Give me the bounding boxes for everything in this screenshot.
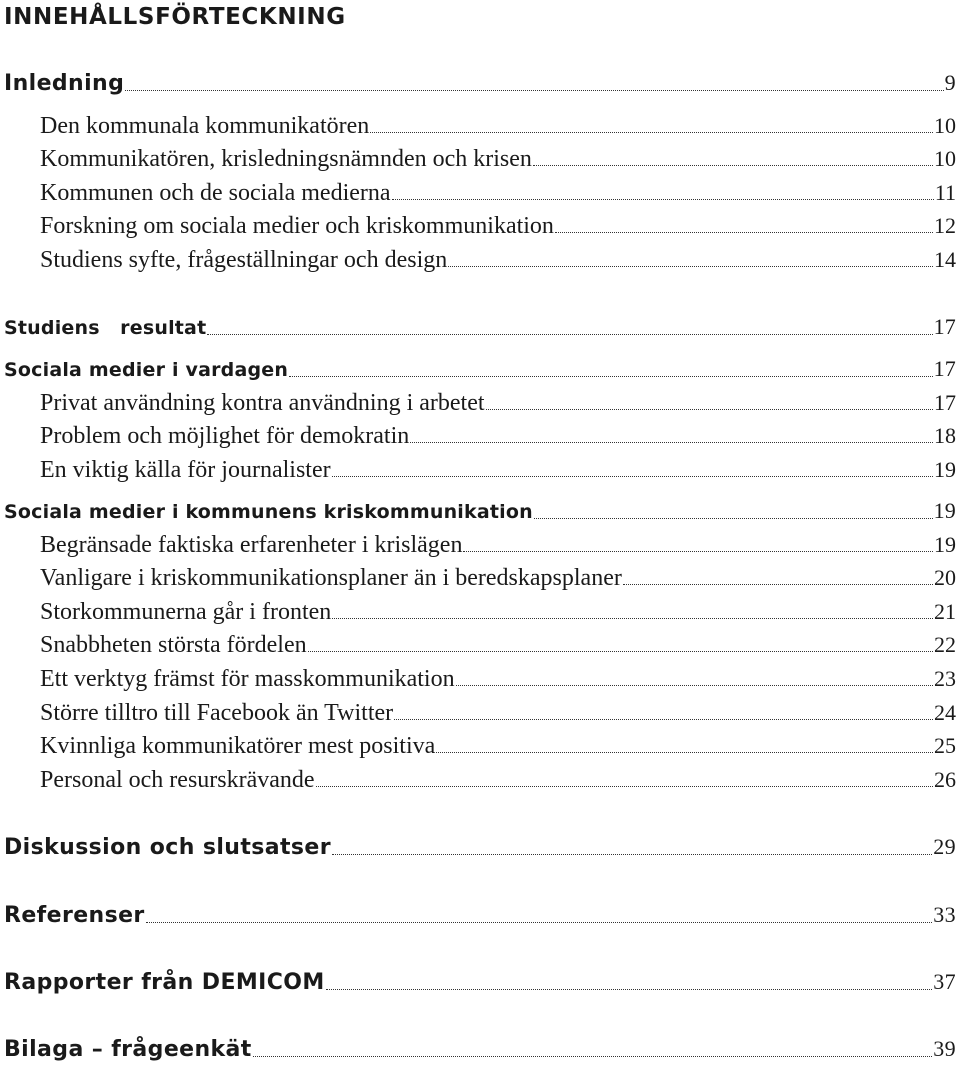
dot-leader [392, 178, 934, 208]
toc-entry-page: 19 [933, 498, 956, 523]
toc-entry-section[interactable] [4, 354, 956, 385]
dot-leader [332, 597, 933, 627]
toc-entry-label: Snabbheten största fördelen [40, 632, 307, 658]
toc-entry[interactable] [40, 765, 956, 795]
toc-entry-referenser[interactable] [4, 900, 956, 931]
toc-entry-page: 29 [933, 834, 956, 859]
toc-entry[interactable] [40, 731, 956, 761]
toc-entry-page: 10 [934, 113, 956, 138]
toc-entry-page: 22 [934, 632, 956, 657]
toc-entry[interactable] [40, 178, 956, 208]
toc-entry-page: 14 [934, 247, 956, 272]
dot-leader [456, 664, 933, 694]
toc-entry-page: 39 [933, 1036, 956, 1061]
dot-leader [207, 312, 932, 343]
toc-entry-label: Större tilltro till Facebook än Twitter [40, 700, 394, 726]
toc-entry-label: Personal och resurskrävande [40, 767, 315, 793]
toc-entry[interactable] [40, 111, 956, 141]
dot-leader [463, 530, 933, 560]
toc-entry-label: Referenser [4, 903, 145, 928]
toc-entry-section[interactable] [4, 496, 956, 527]
toc-entry-inledning[interactable] [4, 68, 956, 99]
toc-entry[interactable] [40, 597, 956, 627]
dot-leader [436, 731, 933, 761]
toc-entry-page: 19 [934, 532, 956, 557]
toc-entry-label: Den kommunala kommunikatören [40, 113, 370, 139]
toc-entry-label: Privat användning kontra användning i arbetet [40, 390, 485, 416]
toc-entry-page: 37 [933, 969, 956, 994]
toc-entry-page: 26 [934, 767, 956, 792]
dot-leader [326, 967, 932, 998]
toc-entry[interactable] [40, 664, 956, 694]
toc-entry-label: Vanligare i kriskommunikationsplaner än i beredskapsplaner [40, 565, 622, 591]
toc-entry-label: Kvinnliga kommunikatörer mest positiva [40, 733, 436, 759]
dot-leader [555, 211, 933, 241]
toc-entry[interactable] [40, 388, 956, 418]
toc-entry[interactable] [40, 144, 956, 174]
dot-leader [448, 245, 933, 275]
toc-entry-label: En viktig källa för journalister [40, 457, 331, 483]
toc-entry-page: 11 [934, 180, 956, 205]
toc-entry-page: 17 [933, 356, 956, 381]
toc-entry-page: 20 [934, 565, 956, 590]
toc-entry-label: Problem och möjlighet för demokratin [40, 423, 410, 449]
dot-leader [316, 765, 933, 795]
dot-leader [623, 563, 933, 593]
toc-entry-rapporter[interactable] [4, 967, 956, 998]
toc-entry-label: Kommunen och de sociala medierna [40, 180, 391, 206]
toc-entry-label: Forskning om sociala medier och kriskommunikation [40, 213, 554, 239]
dot-leader [289, 354, 933, 385]
toc-entry-page: 10 [934, 146, 956, 171]
dot-leader [253, 1034, 932, 1065]
dot-leader [410, 421, 933, 451]
dot-leader [332, 455, 933, 485]
dot-leader [332, 832, 932, 863]
toc-entry-label: Bilaga – frågeenkät [4, 1037, 252, 1062]
toc-entry-label: Rapporter från DEMICOM [4, 970, 325, 995]
toc-entry-label: Sociala medier i vardagen [4, 359, 289, 381]
toc-entry-page: 17 [933, 314, 956, 339]
toc-entry-page: 33 [933, 902, 956, 927]
toc-entry[interactable] [40, 630, 956, 660]
dot-leader [486, 388, 933, 418]
toc-entry-page: 9 [944, 70, 956, 95]
toc-entry-diskussion[interactable] [4, 832, 956, 863]
toc-entry-label: Sociala medier i kommunens kriskommunikation [4, 501, 533, 523]
toc-entry[interactable] [40, 530, 956, 560]
toc-entry-page: 17 [934, 390, 956, 415]
toc-entry-section[interactable] [4, 312, 956, 343]
toc-entry[interactable] [40, 211, 956, 241]
toc-entry-page: 19 [934, 457, 956, 482]
toc-entry[interactable] [40, 698, 956, 728]
toc-entry[interactable] [40, 563, 956, 593]
dot-leader [533, 144, 933, 174]
toc-entry-page: 25 [934, 733, 956, 758]
dot-leader [394, 698, 933, 728]
toc-entry-label: Studiens resultat [4, 317, 207, 339]
dot-leader [370, 111, 933, 141]
toc-entry-bilaga[interactable] [4, 1034, 956, 1065]
toc-entry[interactable] [40, 455, 956, 485]
toc-entry-label: Ett verktyg främst för masskommunikation [40, 666, 455, 692]
toc-entry[interactable] [40, 421, 956, 451]
toc-entry-page: 21 [934, 599, 956, 624]
toc-entry-label: Kommunikatören, krisledningsnämnden och krisen [40, 146, 532, 172]
toc-entry-label: Studiens syfte, frågeställningar och design [40, 247, 448, 273]
dot-leader [146, 900, 933, 931]
toc-entry[interactable] [40, 245, 956, 275]
toc-entry-page: 23 [934, 666, 956, 691]
dot-leader [125, 68, 943, 99]
toc-entry-label: Begränsade faktiska erfarenheter i krislägen [40, 532, 463, 558]
toc-entry-label: Inledning [4, 71, 125, 96]
toc-entry-page: 12 [934, 213, 956, 238]
toc-entry-label: Diskussion och slutsatser [4, 835, 331, 860]
toc-entry-label: Storkommunerna går i fronten [40, 599, 332, 625]
toc-entry-page: 18 [934, 423, 956, 448]
toc-entry-page: 24 [934, 700, 956, 725]
dot-leader [534, 496, 933, 527]
dot-leader [308, 630, 933, 660]
toc-title: INNEHÅLLSFÖRTECKNING [4, 4, 346, 30]
